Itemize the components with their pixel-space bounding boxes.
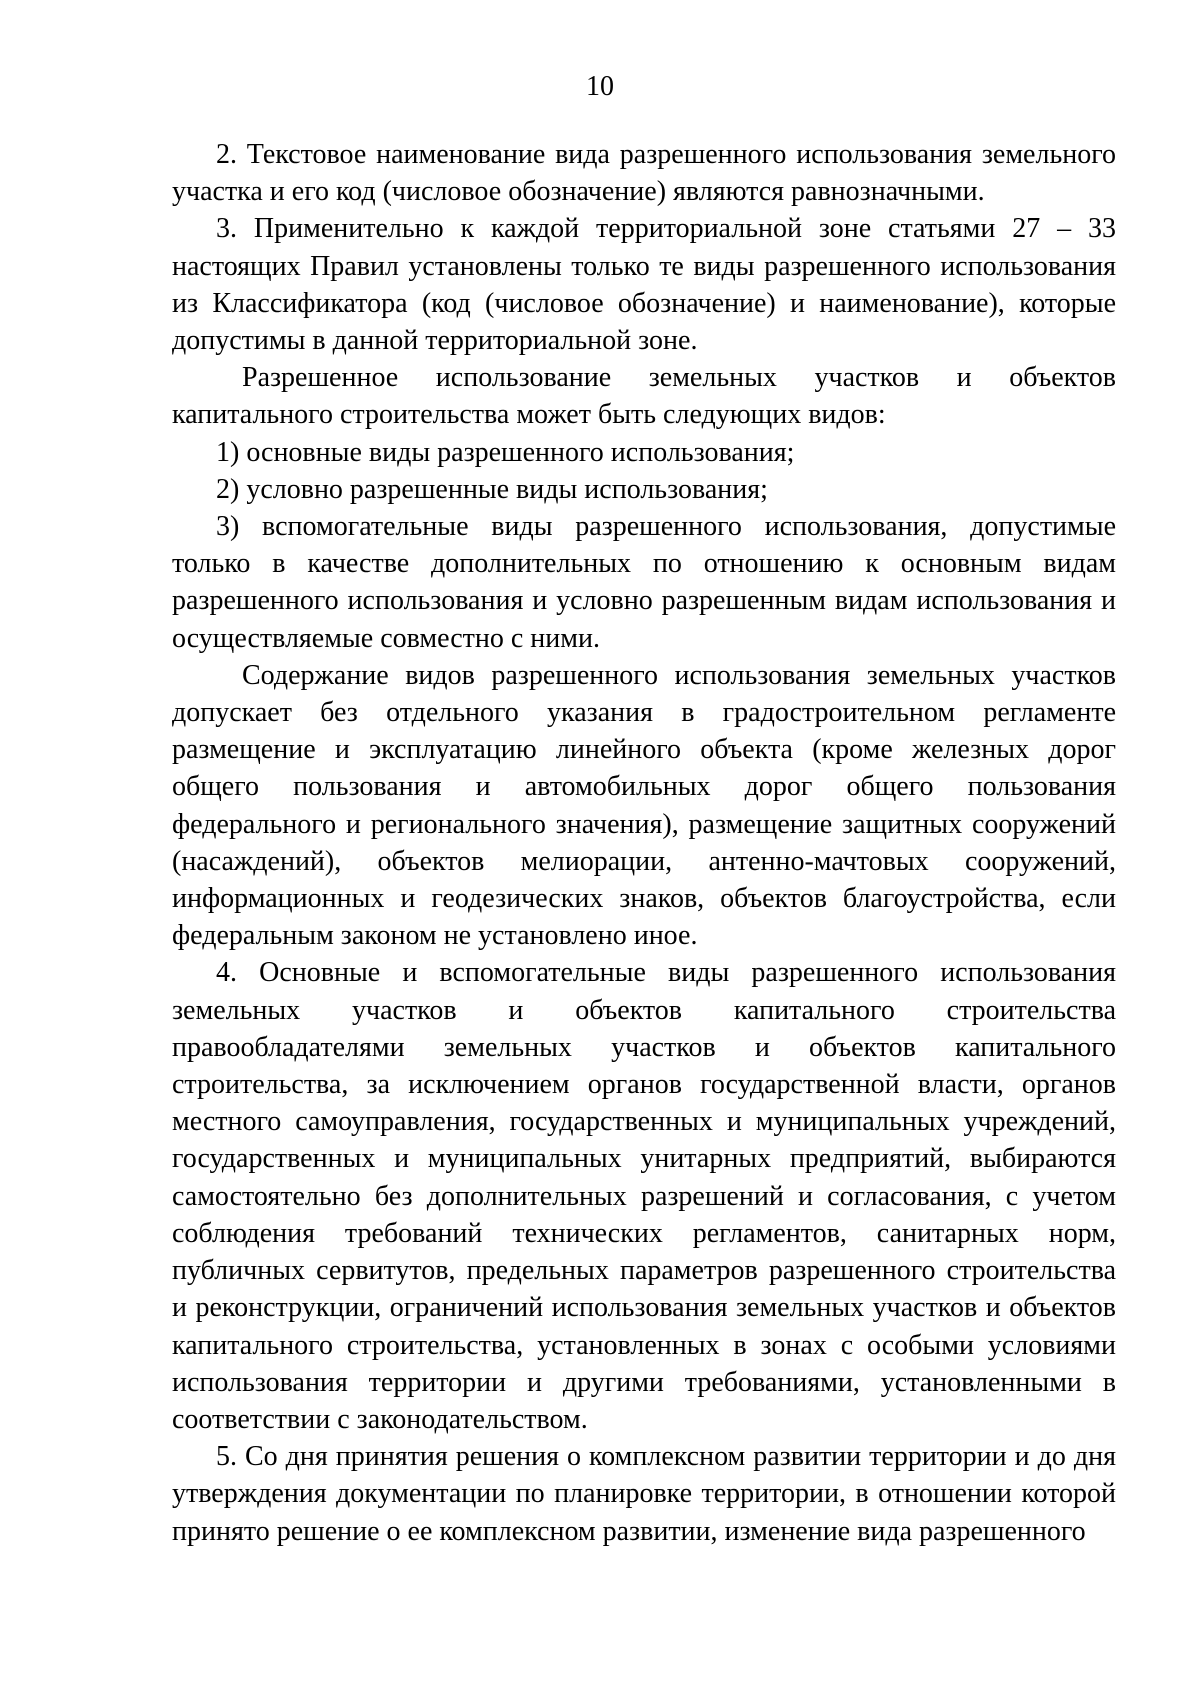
paragraph-item-4: 4. Основные и вспомогательные виды разрешенного использования земельных участков и объектов капитального строительства правообладателями земельных участков и объектов капитального строительства, за исключением органов государственной власти, органов местного самоуправления, государственных и муниципальных учреждений, государственных и муниципальных унитарных предприятий, выбираются самостоятельно без дополнительных разрешений и согласования, с учетом соблюдения требований технических регламентов, санитарных норм, публичных сервитутов, предельных параметров разрешенного строительства и реконструкции, ограничений использования земельных участков и объектов капитального строительства, установленных в зонах с особыми условиями использования территории и другими требованиями, установленными в соответствии с законодательством. [172,957,1116,1435]
list-item-2: 2) условно разрешенные виды использования; [216,473,768,505]
paragraph-item-2: 2. Текстовое наименование вида разрешенного использования земельного участка и его код (числовое обозначение) являются равнозначными. [172,139,1116,208]
list-item-1: 1) основные виды разрешенного использования; [216,436,795,468]
paragraph-permitted-use-types: Разрешенное использование земельных участков и объектов капитального строительства может быть следующих видов: [172,362,1116,431]
paragraph-use-content: Содержание видов разрешенного использования земельных участков допускает без отдельного указания в градостроительном регламенте размещение и эксплуатацию линейного объекта (кроме железных дорог общего пользования и автомобильных дорог общего пользования федерального и регионального значения), размещение защитных сооружений (насаждений), объектов мелиорации, антенно-мачтовых сооружений, информационных и геодезических знаков, объектов благоустройства, если федеральным законом не установлено иное. [172,659,1116,952]
list-item-3: 3) вспомогательные виды разрешенного использования, допустимые только в качестве дополнительных по отношению к основным видам разрешенного использования и условно разрешенным видам использования и осуществляемые совместно с ними. [172,511,1116,654]
paragraph-item-3: 3. Применительно к каждой территориальной зоне статьями 27 – 33 настоящих Правил установлены только те виды разрешенного использования из Классификатора (код (числовое обозначение) и наименование), которые допустимы в данной территориальной зоне. [172,213,1116,357]
paragraph-item-5: 5. Со дня принятия решения о комплексном развитии территории и до дня утверждения документации по планировке территории, в отношении которой принято решение о ее комплексном развитии, изменение вида разрешенного [172,1441,1116,1547]
document-body [172,136,1116,1550]
page-number: 10 [586,71,614,102]
